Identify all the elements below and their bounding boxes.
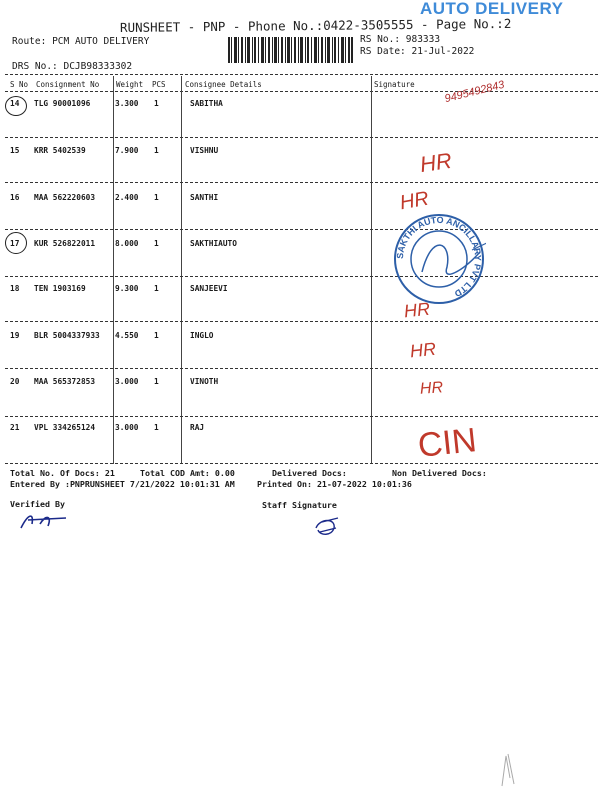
col-divider — [371, 76, 372, 464]
row-signature: HR — [398, 187, 431, 215]
row-pcs: 1 — [154, 331, 159, 340]
row-signature: 9495492843 — [443, 78, 506, 106]
row-signature: HR — [419, 379, 444, 398]
row-sno: 18 — [10, 284, 20, 293]
total-cod: Total COD Amt: 0.00 — [140, 468, 235, 478]
col-pcs: PCS — [152, 80, 166, 89]
row-consignee: SANJEEVI — [190, 284, 228, 293]
verified-by-label: Verified By — [10, 499, 65, 509]
row-sno: 17 — [10, 239, 20, 248]
scan-mark-icon — [498, 748, 518, 788]
row-rule — [5, 368, 598, 369]
rs-date: RS Date: 21-Jul-2022 — [360, 46, 475, 57]
row-rule — [5, 182, 598, 183]
row-pcs: 1 — [154, 146, 159, 155]
col-divider — [181, 76, 182, 464]
row-weight: 4.550 — [115, 331, 139, 340]
row-rule — [5, 321, 598, 322]
row-consignee: INGLO — [190, 331, 214, 340]
company-seal-icon — [392, 212, 486, 306]
row-sno: 15 — [10, 146, 20, 155]
col-consignment: Consignment No — [36, 80, 100, 89]
barcode-icon — [228, 37, 353, 63]
total-docs: Total No. Of Docs: 21 — [10, 468, 115, 478]
seal-text: SAKTHI AUTO ANCILLARY PVT LTD — [394, 214, 484, 299]
row-consignee: VINOTH — [190, 377, 219, 386]
col-weight: Weight — [116, 80, 144, 89]
row-sno: 16 — [10, 193, 20, 202]
row-signature: HR — [408, 338, 437, 362]
verified-signature-icon — [18, 510, 70, 532]
row-rule — [5, 276, 598, 277]
row-rule — [5, 416, 598, 417]
staff-signature-icon — [312, 514, 342, 540]
row-pcs: 1 — [154, 99, 159, 108]
auto-delivery-stamp: AUTO DELIVERY — [420, 0, 564, 18]
drs-number: DRS No.: DCJB98333302 — [12, 61, 133, 72]
delivered-docs: Delivered Docs: — [272, 468, 347, 478]
row-consignee: VISHNU — [190, 146, 219, 155]
header-rule-bottom — [5, 91, 598, 92]
row-weight: 3.300 — [115, 99, 139, 108]
row-consignment: KRR 5402539 — [34, 146, 86, 155]
row-weight: 7.900 — [115, 146, 139, 155]
row-rule — [5, 137, 598, 138]
row-sno: 20 — [10, 377, 20, 386]
col-sno: S No — [10, 80, 29, 89]
col-signature: Signature — [374, 80, 415, 89]
col-divider — [113, 76, 114, 464]
row-consignment: TEN 1903169 — [34, 284, 86, 293]
row-sno: 19 — [10, 331, 20, 340]
row-weight: 8.000 — [115, 239, 139, 248]
rs-number: RS No.: 983333 — [360, 34, 441, 45]
runsheet-title: RUNSHEET - PNP - Phone No.:0422-3505555 - Page No.:2 — [119, 15, 512, 35]
row-rule — [5, 463, 598, 464]
row-consignment: MAA 565372853 — [34, 377, 96, 386]
route-label: Route: — [12, 36, 47, 47]
row-consignment: MAA 562220603 — [34, 193, 96, 202]
row-pcs: 1 — [154, 423, 159, 432]
circle-mark-icon — [5, 232, 27, 254]
row-consignee: SAKTHIAUTO — [190, 239, 237, 248]
row-weight: 3.000 — [115, 423, 139, 432]
row-consignee: SABITHA — [190, 99, 223, 108]
row-pcs: 1 — [154, 284, 159, 293]
row-rule — [5, 229, 598, 230]
circle-mark-icon — [5, 96, 27, 116]
non-delivered-docs: Non Delivered Docs: — [392, 468, 487, 478]
row-pcs: 1 — [154, 239, 159, 248]
col-consignee: Consignee Details — [185, 80, 262, 89]
row-signature: HR — [418, 147, 454, 178]
route-line — [12, 36, 149, 47]
row-consignee: RAJ — [190, 423, 205, 432]
row-consignment: VPL 334265124 — [34, 423, 96, 432]
entered-by: Entered By :PNPRUNSHEET 7/21/2022 10:01:31 AM — [10, 479, 235, 489]
header-rule-top — [5, 74, 598, 75]
printed-on: Printed On: 21-07-2022 10:01:36 — [257, 479, 412, 489]
row-pcs: 1 — [154, 193, 159, 202]
row-weight: 9.300 — [115, 284, 139, 293]
row-consignment: TLG 90001096 — [34, 99, 91, 108]
staff-signature-label: Staff Signature — [262, 500, 337, 510]
route-value: PCM AUTO DELIVERY — [52, 36, 150, 47]
row-sno: 21 — [10, 423, 20, 432]
row-consignment: BLR 5004337933 — [34, 331, 100, 340]
row-consignee: SANTHI — [190, 193, 219, 202]
row-consignment: KUR 526822011 — [34, 239, 96, 248]
row-signature: HR — [402, 298, 431, 322]
row-signature: CIN — [416, 421, 479, 465]
row-weight: 2.400 — [115, 193, 139, 202]
row-sno: 14 — [10, 99, 20, 108]
row-pcs: 1 — [154, 377, 159, 386]
row-weight: 3.000 — [115, 377, 139, 386]
